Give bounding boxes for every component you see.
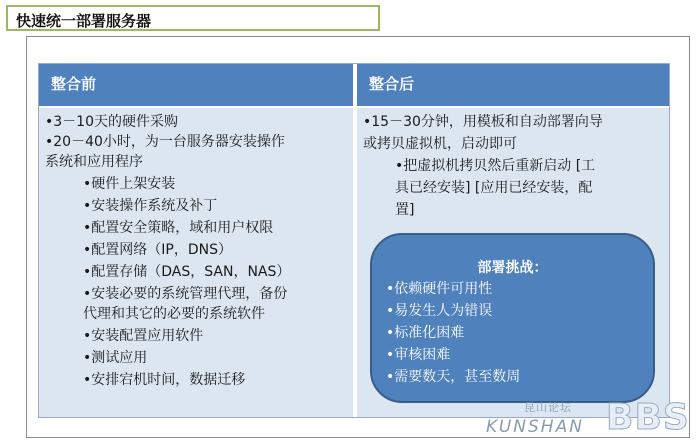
slide-title: 快速统一部署服务器 xyxy=(16,12,152,30)
after-line: •15－30分钟，用模板和自动部署向导 xyxy=(363,114,603,130)
slide-title-box xyxy=(6,5,380,31)
header-after: 整合后 xyxy=(357,64,669,106)
before-subline: •安装必要的系统管理代理，备份 xyxy=(83,286,288,302)
before-subline: •配置安全策略，域和用户权限 xyxy=(83,220,274,236)
challenge-item: •依赖硬件可用性 xyxy=(386,281,493,297)
before-subline: •硬件上架安装 xyxy=(83,176,176,192)
challenge-title: 部署挑战： xyxy=(477,260,548,276)
before-subline: 代理和其它的必要的系统软件 xyxy=(83,306,265,322)
watermark-english-text: KUNSHAN xyxy=(486,417,584,437)
header-before: 整合前 xyxy=(39,64,355,106)
challenge-item: •易发生人为错误 xyxy=(386,303,493,319)
forum-watermark xyxy=(486,397,690,439)
before-line: •3－10天的硬件采购 xyxy=(45,114,178,130)
before-line: 系统和应用程序 xyxy=(45,154,143,170)
challenge-item: •标准化困难 xyxy=(386,325,465,341)
before-cell xyxy=(39,108,355,417)
before-subline: •测试应用 xyxy=(83,350,148,366)
challenge-item: •需要数天，甚至数周 xyxy=(386,369,521,385)
after-subline: 具已经安装] [应用已经安装，配 xyxy=(395,180,593,196)
before-subline: •安装操作系统及补丁 xyxy=(83,198,218,214)
before-line: •20－40小时，为一台服务器安装操作 xyxy=(45,134,285,150)
before-subline: •安装配置应用软件 xyxy=(83,328,204,344)
watermark-bbs-logo: BBS xyxy=(606,397,690,438)
watermark-chinese-text: 昆山论坛 xyxy=(524,401,572,414)
after-subline: 置] xyxy=(395,202,415,218)
deployment-challenge-callout xyxy=(370,233,655,403)
after-line: 或拷贝虚拟机，启动即可 xyxy=(363,136,517,152)
before-subline: •配置网络（IP，DNS） xyxy=(83,242,232,258)
before-subline: •配置存储（DAS，SAN，NAS） xyxy=(83,264,291,280)
before-subline: •安排宕机时间，数据迁移 xyxy=(83,372,246,388)
after-subline: •把虚拟机拷贝然后重新启动 [工 xyxy=(395,158,596,174)
challenge-item: •审核困难 xyxy=(386,347,451,363)
